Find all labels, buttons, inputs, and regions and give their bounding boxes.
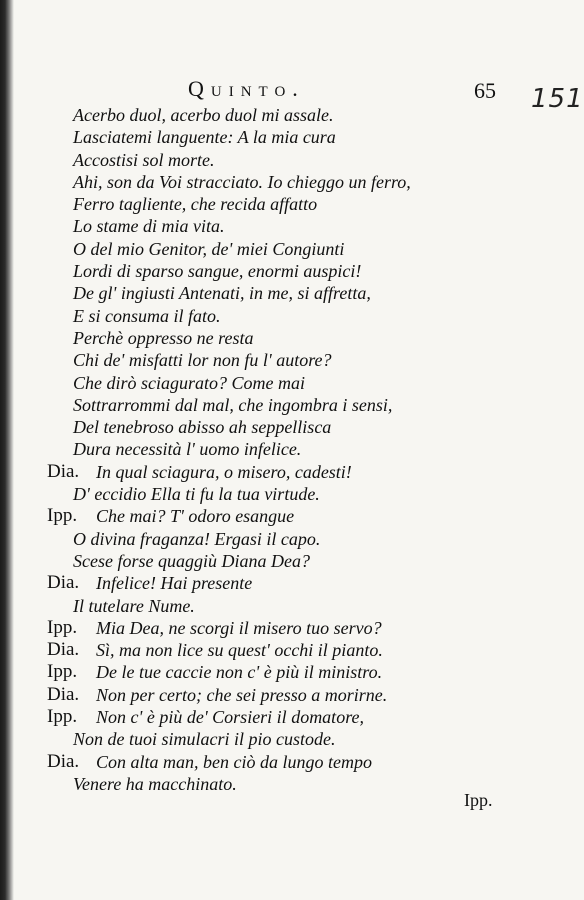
running-head (0, 76, 578, 106)
verse-line-text: D' eccidio Ella ti fu la tua virtude. (73, 484, 320, 505)
verse-line-text: O divina fraganza! Ergasi il capo. (73, 528, 321, 549)
verse-line-text: Scese forse quaggiù Diana Dea? (73, 550, 310, 571)
verse-line (0, 684, 578, 706)
verse-line (0, 661, 578, 683)
verse-text-block (0, 104, 578, 795)
verse-line (0, 327, 578, 349)
verse-line (0, 461, 578, 483)
speaker-label: Ipp. (47, 616, 78, 638)
running-title: Quinto. (188, 76, 305, 101)
verse-line-text: Mia Dea, ne scorgi il misero tuo servo? (96, 617, 382, 638)
verse-line (0, 126, 578, 148)
verse-line (0, 505, 578, 527)
verse-line-text: Che dirò sciagurato? Come mai (73, 372, 305, 393)
verse-line-text: O del mio Genitor, de' miei Congiunti (73, 238, 345, 259)
verse-line (0, 238, 578, 260)
verse-line-text: Lo stame di mia vita. (73, 216, 225, 237)
verse-line (0, 728, 578, 750)
verse-line (0, 751, 578, 773)
verse-line (0, 305, 578, 327)
verse-line (0, 572, 578, 594)
speaker-label: Dia. (47, 683, 80, 705)
verse-line (0, 550, 578, 572)
handwritten-folio-number: 151 (531, 84, 584, 114)
speaker-label: Dia. (47, 460, 80, 482)
verse-line (0, 282, 578, 304)
verse-line (0, 528, 578, 550)
verse-line (0, 193, 578, 215)
verse-line-text: Che mai? T' odoro esangue (96, 506, 295, 527)
page-number: 65 (474, 78, 496, 103)
verse-line (0, 149, 578, 171)
verse-line (0, 372, 578, 394)
verse-line-text: E si consuma il fato. (73, 305, 221, 326)
catchword: Ipp. (464, 790, 493, 810)
verse-line-text: Non c' è più de' Corsieri il domatore, (96, 707, 365, 728)
verse-line-text: Del tenebroso abisso ah seppellisca (73, 417, 332, 438)
verse-line (0, 394, 578, 416)
speaker-label: Dia. (47, 572, 80, 594)
verse-line-text: De le tue caccie non c' è più il ministro. (96, 662, 383, 683)
verse-line (0, 260, 578, 282)
verse-line (0, 483, 578, 505)
verse-line-text: Dura necessità l' uomo infelice. (73, 439, 302, 460)
verse-line-text: Acerbo duol, acerbo duol mi assale. (73, 105, 334, 125)
verse-line (0, 595, 578, 617)
verse-line-text: Chi de' misfatti lor non fu l' autore? (73, 350, 332, 371)
verse-line (0, 706, 578, 728)
verse-line-text: Con alta man, ben ciò da lungo tempo (96, 751, 372, 772)
verse-line (0, 171, 578, 193)
verse-line-text: Perchè oppresso ne resta (73, 327, 254, 348)
verse-line-text: Lasciatemi languente: A la mia cura (73, 127, 336, 148)
verse-line-text: Venere ha macchinato. (73, 773, 237, 794)
verse-line-text: Il tutelare Nume. (73, 595, 195, 616)
speaker-label: Dia. (47, 639, 80, 661)
verse-line-text: Ferro tagliente, che recida affatto (73, 194, 318, 215)
speaker-label: Ipp. (47, 706, 78, 728)
verse-line-text: Lordi di sparso sangue, enormi auspici! (73, 261, 362, 282)
verse-line (0, 438, 578, 460)
verse-line (0, 617, 578, 639)
verse-line-text: Sì, ma non lice su quest' occhi il pianto. (96, 640, 383, 661)
speaker-label: Ipp. (47, 661, 78, 683)
verse-line-text: Sottrarrommi dal mal, che ingombra i sensi, (73, 394, 393, 415)
verse-line-text: Infelice! Hai presente (96, 573, 253, 594)
verse-line-text: Non de tuoi simulacri il pio custode. (73, 729, 336, 750)
verse-line-text: Accostisi sol morte. (73, 149, 215, 170)
verse-line (0, 349, 578, 371)
verse-line-text: Non per certo; che sei presso a morirne. (96, 684, 388, 705)
verse-line (0, 416, 578, 438)
verse-line-text: Ahi, son da Voi stracciato. Io chieggo un ferro, (73, 171, 411, 192)
verse-line-text: De gl' ingiusti Antenati, in me, si affretta, (73, 283, 371, 304)
speaker-label: Dia. (47, 750, 80, 772)
verse-line-text: In qual sciagura, o misero, cadesti! (96, 461, 352, 482)
verse-line (0, 215, 578, 237)
speaker-label: Ipp. (47, 505, 78, 527)
verse-line (0, 104, 578, 126)
verse-line (0, 639, 578, 661)
